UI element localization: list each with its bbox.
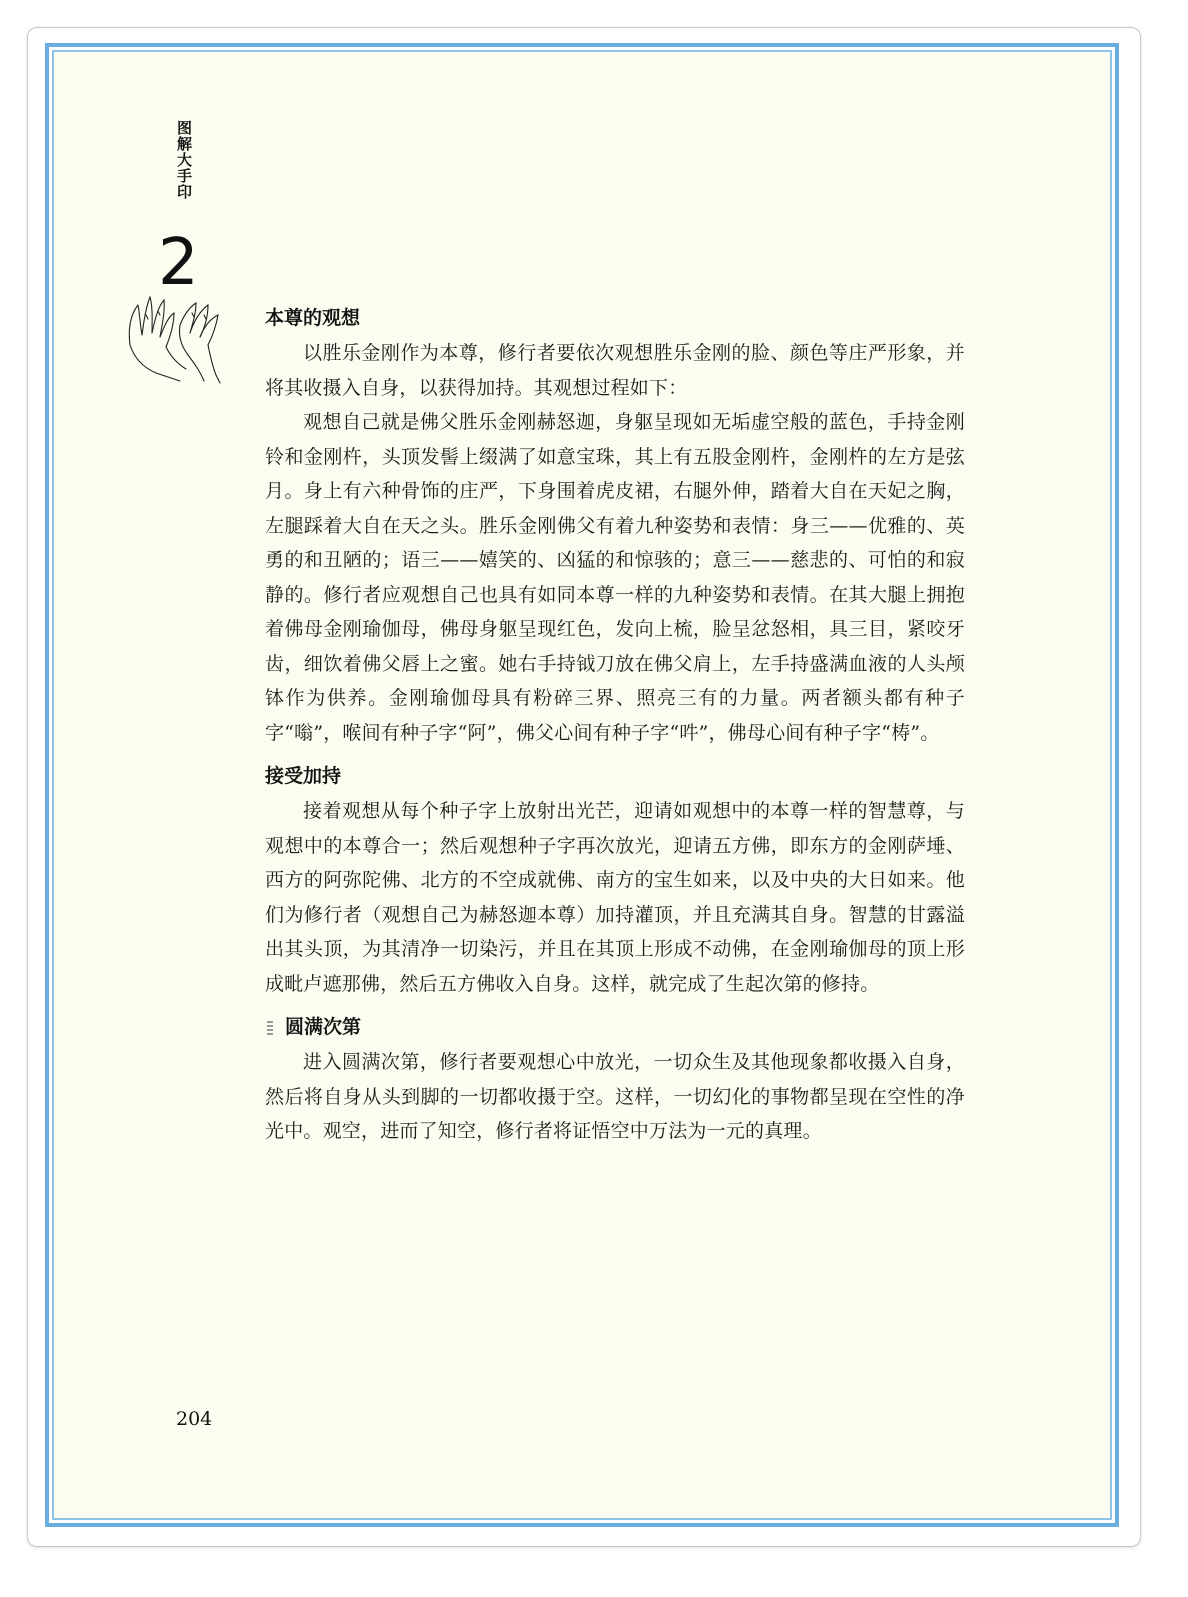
paragraph: 以胜乐金刚作为本尊，修行者要依次观想胜乐金刚的脸、颜色等庄严形象，并将其收摄入自身，以获得加持。其观想过程如下：	[265, 342, 965, 399]
hands-illustration	[120, 285, 230, 385]
paragraph: 观想自己就是佛父胜乐金刚赫怒迦，身躯呈现如无垢虚空般的蓝色，手持金刚铃和金刚杵，头顶发髻上缀满了如意宝珠，其上有五股金刚杵，金刚杵的左方是弦月。身上有六种骨饰的庄严，下身围着虎皮裙，右腿外伸，踏着大自在天妃之胸，左腿踩着大自在天之头。胜乐金刚佛父有着九种姿势和表情：身三——优雅的、英勇的和丑陋的；语三——嬉笑的、凶猛的和惊骇的；意三——慈悲的、可怕的和寂静的。修行者应观想自己也具有如同本尊一样的九种姿势和表情。在其大腿上拥抱着佛母金刚瑜伽母，佛母身躯呈现红色，发向上梳，脸呈忿怒相，具三目，紧咬牙齿，细饮着佛父唇上之蜜。她右手持钺刀放在佛父肩上，左手持盛满血液的人头颅钵作为供养。金刚瑜伽母具有粉碎三界、照亮三有的力量。两者额头都有种子字“嗡”，喉间有种子字“阿”，佛父心间有种子字“吽”，佛母心间有种子字“梼”。	[265, 411, 965, 744]
paragraph: 进入圆满次第，修行者要观想心中放光，一切众生及其他现象都收摄入自身，然后将自身从头到脚的一切都收摄于空。这样，一切幻化的事物都呈现在空性的净光中。观空，进而了知空，修行者将证悟空中万法为一元的真理。	[265, 1051, 965, 1142]
section-title-receive-blessing: 接受加持	[265, 765, 342, 787]
main-content	[265, 300, 965, 1149]
section-title-deity-visualization: 本尊的观想	[265, 307, 361, 329]
page-number: 204	[176, 1408, 213, 1430]
section-marker-icon	[267, 1021, 273, 1035]
paragraph: 接着观想从每个种子字上放射出光芒，迎请如观想中的本尊一样的智慧尊，与观想中的本尊合一；然后观想种子字再次放光，迎请五方佛，即东方的金刚萨埵、西方的阿弥陀佛、北方的不空成就佛、南方的宝生如来，以及中央的大日如来。他们为修行者（观想自己为赫怒迦本尊）加持灌顶，并且充满其自身。智慧的甘露溢出其头顶，为其清净一切染污，并且在其顶上形成不动佛，在金刚瑜伽母的顶上形成毗卢遮那佛，然后五方佛收入自身。这样，就完成了生起次第的修持。	[265, 800, 965, 995]
section-title-text: 圆满次第	[285, 1016, 362, 1038]
book-title-vertical: 图解大手印	[175, 120, 193, 200]
section-title-completion-stage	[265, 1009, 965, 1045]
chapter-number: 2	[158, 226, 199, 300]
